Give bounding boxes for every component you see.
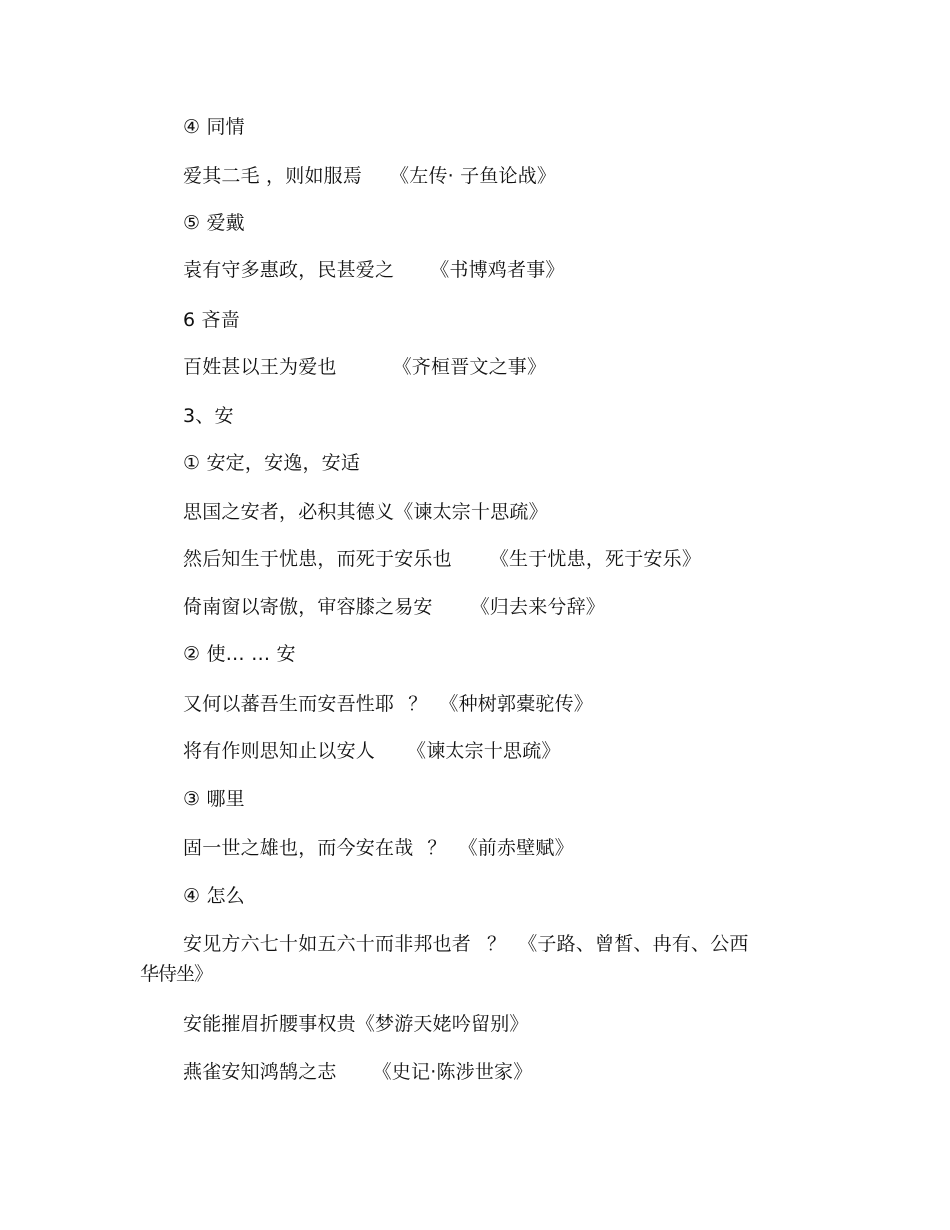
example-source: 《前赤壁赋》 [458,837,574,859]
example-sentence: 百姓甚以王为爱也 [183,356,337,378]
sense-heading-love [183,211,245,235]
example-source: 《齐桓晋文之事》 [392,356,547,378]
line-text: ③ 哪里 [183,788,245,810]
line-text: ① 安定，安逸，安适 [183,452,361,474]
line-text: ④ 同情 [183,116,245,138]
example-source: 《史记·陈涉世家》 [372,1061,533,1083]
example-source: 《梦游天姥吟留别》 [355,1013,529,1035]
sense-heading-where [183,787,245,811]
example-source: 《谏太宗十思疏》 [407,740,561,762]
example-source-continuation [140,962,212,986]
line-text: 3、安 [183,405,234,427]
example-sentence: 安能摧眉折腰事权贵 [183,1013,356,1035]
example-line [183,692,593,716]
example-source: 《归去来兮辞》 [470,596,606,618]
example-sentence: 然后知生于忧患，而死于安乐也 [183,548,452,570]
example-sentence: 倚南窗以寄傲，审容膝之易安 [183,596,433,618]
sense-heading-make-safe [183,642,296,666]
example-line [183,547,701,571]
example-line [183,1012,529,1036]
example-source: 《书博鸡者事》 [430,259,565,281]
question-mark: ？ [427,837,447,859]
example-source: 《谏太宗十思疏》 [394,501,548,523]
question-mark: ？ [408,693,428,715]
example-source: 《子路、曾皙、冉有、公西 [518,933,749,955]
example-line [183,355,546,379]
example-line [183,932,749,956]
example-source: 华侍坐》 [140,963,213,985]
example-sentence: 思国之安者，必积其德义 [183,501,395,523]
example-line [183,1060,532,1084]
example-line [183,836,574,860]
sense-heading-stable [183,451,360,475]
example-sentence: 固一世之雄也，而今安在哉 [183,837,414,859]
line-text: 6 吝啬 [183,309,240,331]
example-line [183,500,548,524]
word-heading-an [183,404,234,428]
example-source: 《种树郭橐驼传》 [439,693,594,715]
example-source: 《左传· 子鱼论战》 [390,165,557,187]
example-sentence: 安见方六七十如五六十而非邦也者 [183,933,472,955]
example-sentence: 燕雀安知鸿鹄之志 [183,1061,337,1083]
example-sentence: 爱其二毛 ，则如服焉 [183,165,363,187]
example-sentence: 袁有守多惠政，民甚爱之 [183,259,395,281]
sense-heading-stingy [183,308,240,332]
example-line [183,739,561,763]
question-mark: ？ [487,933,507,955]
sense-heading-how [183,884,245,908]
sense-heading-sympathy [183,115,245,139]
example-line [183,258,565,282]
line-text: ⑤ 爱戴 [183,212,245,234]
example-sentence: 将有作则思知止以安人 [183,740,376,762]
example-line [183,164,556,188]
example-sentence: 又何以蕃吾生而安吾性耶 [183,693,395,715]
line-text: ④ 怎么 [183,885,245,907]
line-text: ② 使… … 安 [183,643,296,665]
example-line [183,595,605,619]
example-source: 《生于忧患，死于安乐》 [489,548,702,570]
